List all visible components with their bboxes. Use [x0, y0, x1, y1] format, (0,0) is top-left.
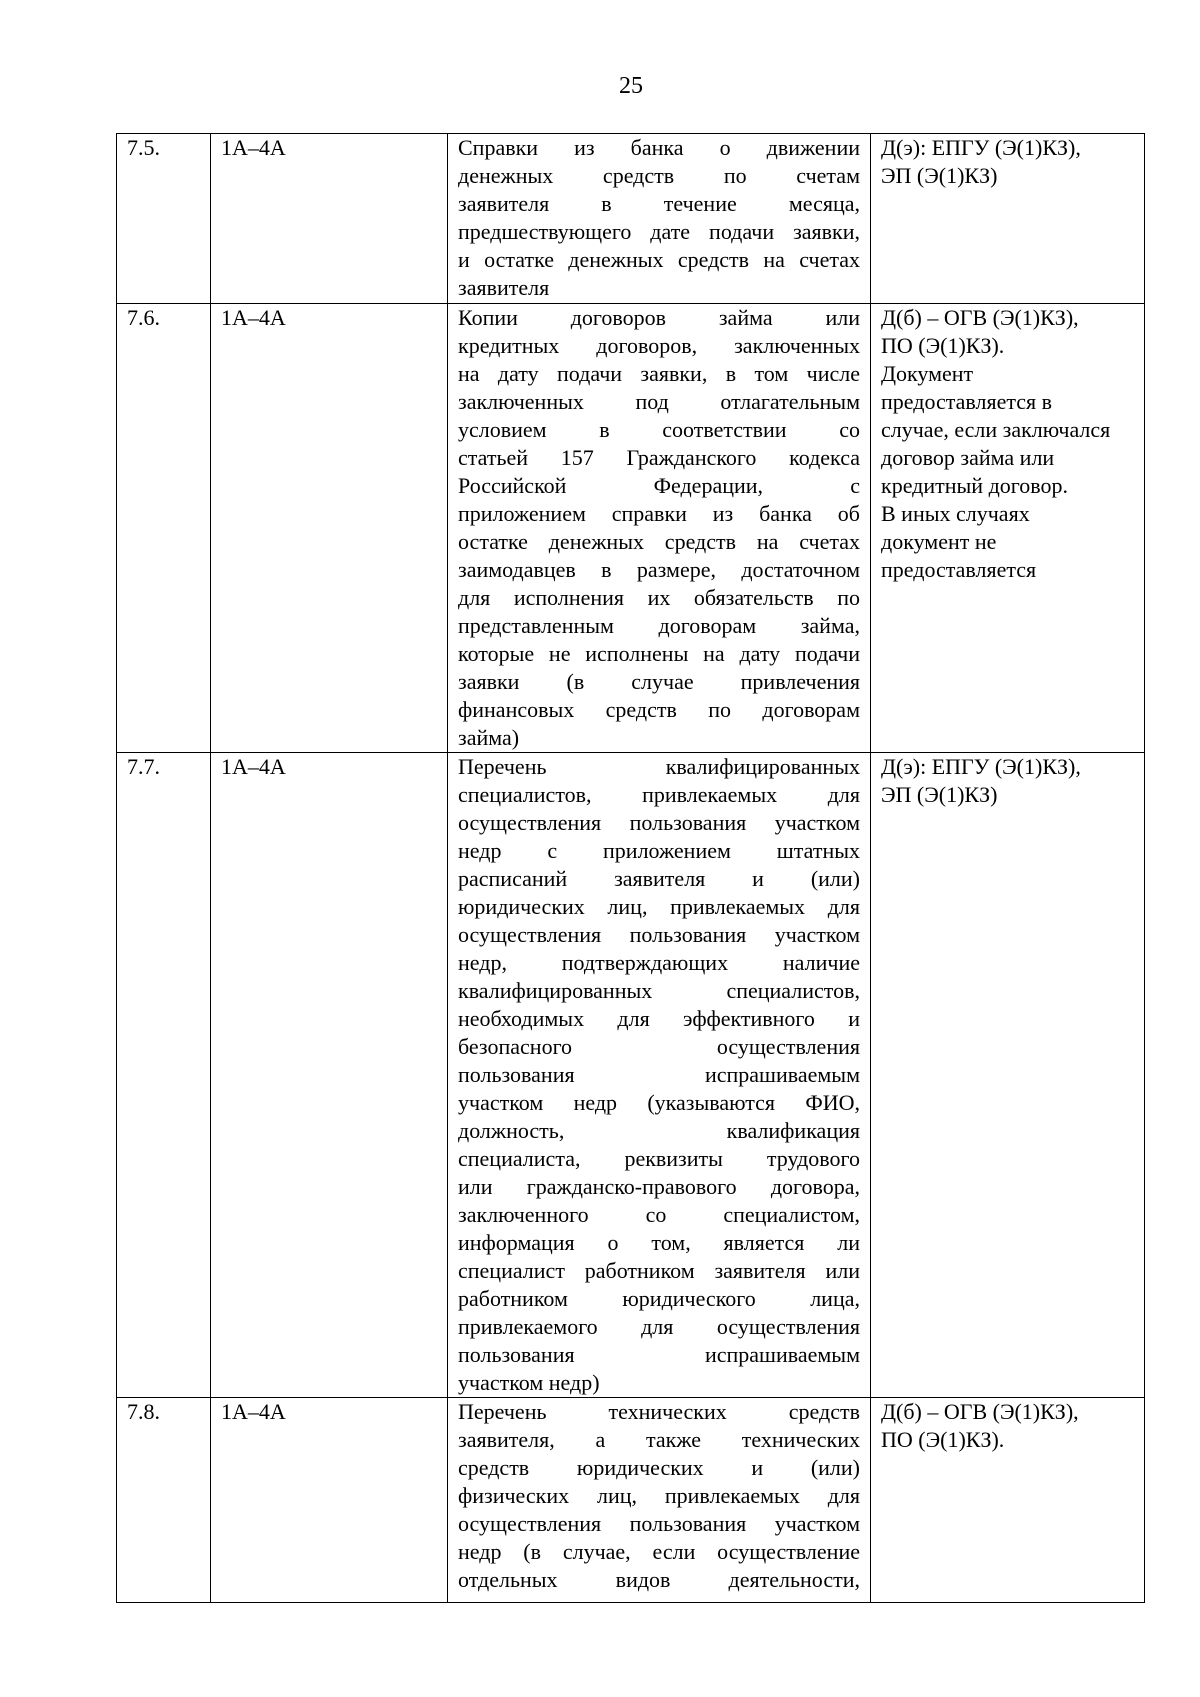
source-line: предоставляется — [881, 557, 1037, 582]
description-line: остатке денежных средств на счетах — [458, 529, 860, 554]
row-number-cell — [117, 304, 211, 753]
description-line: специалистов, привлекаемых для — [458, 782, 860, 807]
description-line: денежных средств по счетам — [458, 163, 860, 188]
description-line: кредитных договоров, заключенных — [458, 333, 860, 358]
source-line: кредитный договор. — [881, 473, 1068, 498]
source-line: В иных случаях — [881, 501, 1030, 526]
description-line: пользования испрашиваемым — [458, 1062, 860, 1087]
description-cell — [448, 753, 871, 1398]
page-number: 25 — [619, 73, 643, 99]
description-line: заключенных под отлагательным — [458, 389, 860, 414]
description-line: недр с приложением штатных — [458, 838, 860, 863]
description-line: условием в соответствии со — [458, 417, 860, 442]
row-number-cell — [117, 134, 211, 304]
category-cell — [211, 134, 448, 304]
table-row — [117, 753, 1145, 1398]
description-line: специалист работником заявителя или — [458, 1258, 860, 1283]
source-line: ПО (Э(1)КЗ). — [881, 333, 1005, 358]
description-line: Перечень квалифицированных — [458, 754, 860, 779]
description-line: статьей 157 Гражданского кодекса — [458, 445, 860, 470]
description-line: отдельных видов деятельности, — [458, 1567, 860, 1592]
description-line: юридических лиц, привлекаемых для — [458, 894, 860, 919]
description-line: займа) — [458, 725, 520, 750]
source-cell — [871, 1398, 1145, 1603]
source-line: Д(э): ЕПГУ (Э(1)КЗ), — [881, 135, 1081, 160]
row-number: 7.5. — [127, 135, 160, 160]
description-line: безопасного осуществления — [458, 1034, 860, 1059]
source-line: случае, если заключался — [881, 417, 1111, 442]
description-line: представленным договорам займа, — [458, 613, 860, 638]
description-line: недр, подтверждающих наличие — [458, 950, 860, 975]
description-line: заявителя — [458, 275, 550, 300]
source-cell — [871, 304, 1145, 753]
source-line: ЭП (Э(1)КЗ) — [881, 163, 998, 188]
source-line: Д(э): ЕПГУ (Э(1)КЗ), — [881, 754, 1081, 779]
description-line: финансовых средств по договорам — [458, 697, 860, 722]
description-line: предшествующего дате подачи заявки, — [458, 219, 860, 244]
description-line: Справки из банка о движении — [458, 135, 860, 160]
source-line: Д(б) – ОГВ (Э(1)КЗ), — [881, 305, 1079, 330]
source-line: договор займа или — [881, 445, 1055, 470]
description-line: работником юридического лица, — [458, 1286, 860, 1311]
description-line: которые не исполнены на дату подачи — [458, 641, 860, 666]
description-line: на дату подачи заявки, в том числе — [458, 361, 860, 386]
description-line: заимодавцев в размере, достаточном — [458, 557, 860, 582]
table-row — [117, 1398, 1145, 1603]
description-line: осуществления пользования участком — [458, 922, 860, 947]
description-line: участком недр (указываются ФИО, — [458, 1090, 860, 1115]
source-line: ЭП (Э(1)КЗ) — [881, 782, 998, 807]
description-line: Российской Федерации, с — [458, 473, 860, 498]
description-line: заявки (в случае привлечения — [458, 669, 860, 694]
source-line: ПО (Э(1)КЗ). — [881, 1427, 1005, 1452]
description-line: заявителя, а также технических — [458, 1427, 860, 1452]
category-cell — [211, 304, 448, 753]
category-label: 1А–4А — [221, 305, 286, 330]
category-label: 1А–4А — [221, 754, 286, 779]
description-line: Перечень технических средств — [458, 1399, 860, 1424]
description-line: средств юридических и (или) — [458, 1455, 860, 1480]
description-cell — [448, 1398, 871, 1603]
description-line: заключенного со специалистом, — [458, 1202, 860, 1227]
source-line: документ не — [881, 529, 997, 554]
category-label: 1А–4А — [221, 1399, 286, 1424]
description-line: информация о том, является ли — [458, 1230, 860, 1255]
description-line: для исполнения их обязательств по — [458, 585, 860, 610]
document-table — [116, 133, 1145, 1603]
description-line: физических лиц, привлекаемых для — [458, 1483, 860, 1508]
row-number-cell — [117, 753, 211, 1398]
description-line: привлекаемого для осуществления — [458, 1314, 860, 1339]
table-row — [117, 134, 1145, 304]
description-line: осуществления пользования участком — [458, 810, 860, 835]
description-line: недр (в случае, если осуществление — [458, 1539, 860, 1564]
description-line: расписаний заявителя и (или) — [458, 866, 860, 891]
source-line: Д(б) – ОГВ (Э(1)КЗ), — [881, 1399, 1079, 1424]
source-line: предоставляется в — [881, 389, 1053, 414]
description-line: необходимых для эффективного и — [458, 1006, 860, 1031]
category-label: 1А–4А — [221, 135, 286, 160]
description-line: пользования испрашиваемым — [458, 1342, 860, 1367]
source-line: Документ — [881, 361, 974, 386]
description-line: или гражданско-правового договора, — [458, 1174, 860, 1199]
description-line: приложением справки из банка об — [458, 501, 860, 526]
description-line: осуществления пользования участком — [458, 1511, 860, 1536]
row-number: 7.7. — [127, 754, 160, 779]
source-cell — [871, 134, 1145, 304]
row-number: 7.8. — [127, 1399, 160, 1424]
category-cell — [211, 1398, 448, 1603]
row-number: 7.6. — [127, 305, 160, 330]
description-cell — [448, 304, 871, 753]
description-line: заявителя в течение месяца, — [458, 191, 860, 216]
description-line: должность, квалификация — [458, 1118, 860, 1143]
source-cell — [871, 753, 1145, 1398]
row-number-cell — [117, 1398, 211, 1603]
description-line: и остатке денежных средств на счетах — [458, 247, 860, 272]
table-row — [117, 304, 1145, 753]
category-cell — [211, 753, 448, 1398]
description-cell — [448, 134, 871, 304]
description-line: квалифицированных специалистов, — [458, 978, 860, 1003]
description-line: участком недр) — [458, 1370, 600, 1395]
description-line: специалиста, реквизиты трудового — [458, 1146, 860, 1171]
description-line: Копии договоров займа или — [458, 305, 860, 330]
